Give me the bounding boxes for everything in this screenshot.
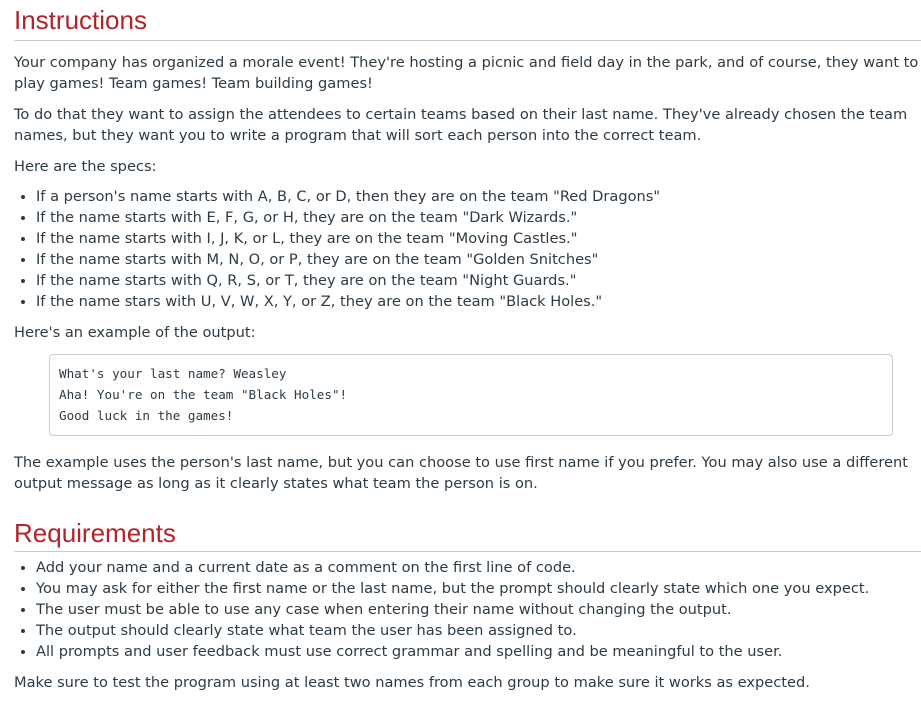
spec-item-black-holes: • If the name stars with U, V, W, X, Y, or Z, they are on the team "Black Holes." xyxy=(36,291,921,312)
requirements-heading: Requirements xyxy=(14,517,921,552)
intro-paragraph: Your company has organized a morale event! They're hosting a picnic and field day in the park, and of course, they want to play games! Team games! Team building games! xyxy=(14,54,919,92)
requirement-item: • The user must be able to use any case when entering their name without changing the output. xyxy=(36,599,921,620)
example-output-code-block xyxy=(49,354,893,436)
requirements-list xyxy=(14,557,921,662)
requirement-item: • You may ask for either the first name or the last name, but the prompt should clearly state which one you expect. xyxy=(36,578,921,599)
requirement-item: • All prompts and user feedback must use correct grammar and spelling and be meaningful to the user. xyxy=(36,641,921,662)
task-paragraph: To do that they want to assign the attendees to certain teams based on their last name. They've already chosen the team names, but they want you to write a program that will sort each person into the correct team. xyxy=(14,106,908,144)
instructions-heading: Instructions xyxy=(14,0,921,41)
code-line: Good luck in the games! xyxy=(59,408,234,423)
spec-item-golden-snitches: • If the name starts with M, N, O, or P, they are on the team "Golden Snitches" xyxy=(36,249,921,270)
closing-paragraph: Make sure to test the program using at least two names from each group to make sure it works as expected. xyxy=(14,674,810,691)
spec-item-moving-castles: • If the name starts with I, J, K, or L, they are on the team "Moving Castles." xyxy=(36,228,921,249)
code-line: What's your last name? Weasley xyxy=(59,366,287,381)
spec-item-dark-wizards: • If the name starts with E, F, G, or H, they are on the team "Dark Wizards." xyxy=(36,207,921,228)
specs-list xyxy=(14,186,921,312)
spec-item-night-guards: • If the name starts with Q, R, S, or T, they are on the team "Night Guards." xyxy=(36,270,921,291)
spec-item-red-dragons: • If a person's name starts with A, B, C, or D, then they are on the team "Red Dragons" xyxy=(36,186,921,207)
requirement-item: • Add your name and a current date as a comment on the first line of code. xyxy=(36,557,921,578)
specs-lead: Here are the specs: xyxy=(14,158,157,175)
code-line: Aha! You're on the team "Black Holes"! xyxy=(59,387,348,402)
example-note-paragraph: The example uses the person's last name, but you can choose to use first name if you prefer. You may also use a different output message as long as it clearly states what team the person is on. xyxy=(14,454,908,492)
requirement-item: • The output should clearly state what team the user has been assigned to. xyxy=(36,620,921,641)
example-lead: Here's an example of the output: xyxy=(14,324,256,341)
